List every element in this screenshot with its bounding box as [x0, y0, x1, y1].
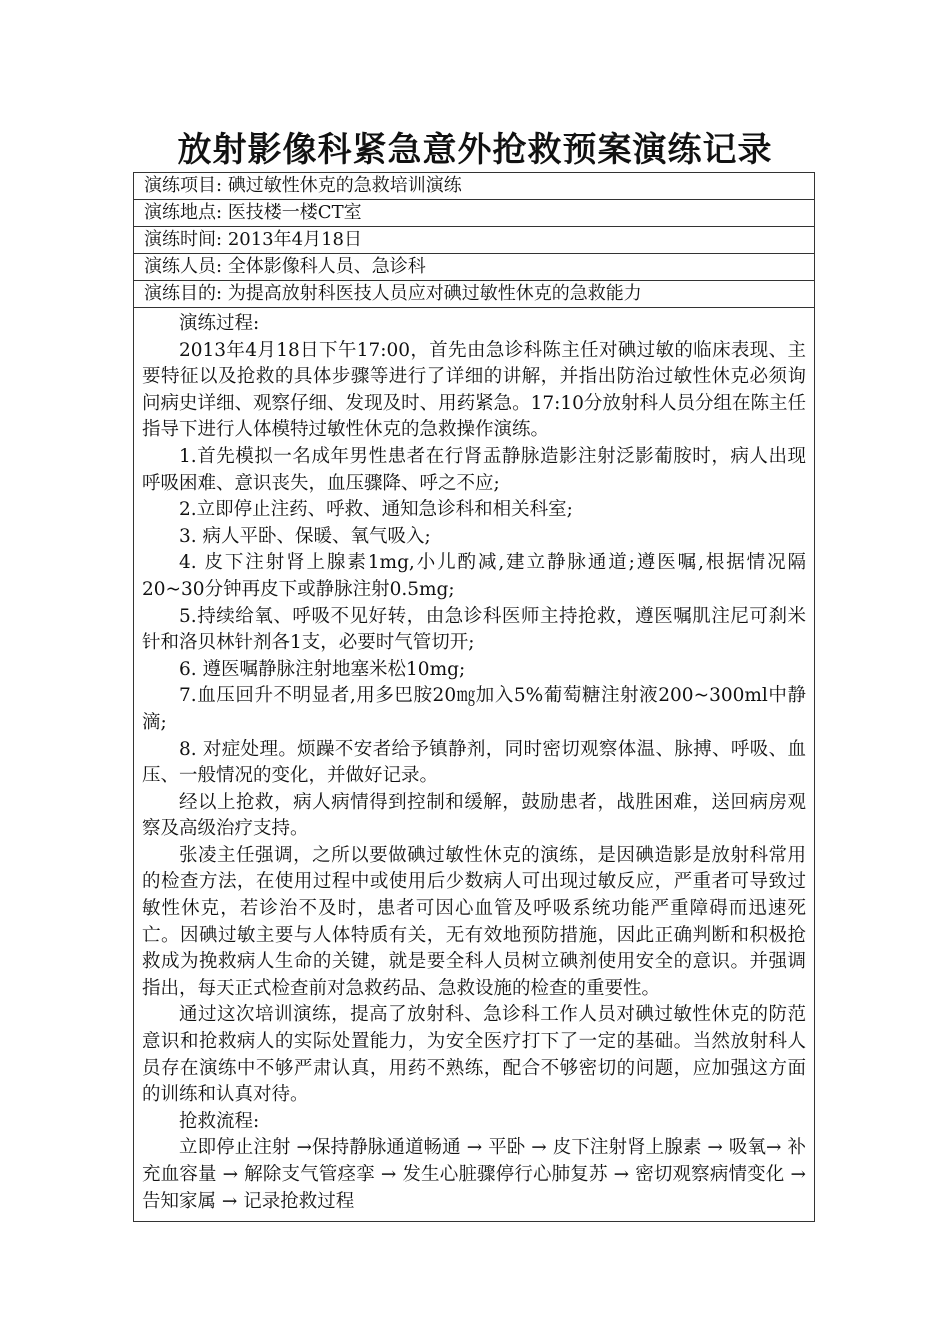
row-value: 碘过敏性休克的急救培训演练: [227, 175, 462, 196]
process-paragraph: 通过这次培训演练，提高了放射科、急诊科工作人员对碘过敏性休克的防范意识和抢救病人的实际处置能力，为安全医疗打下了一定的基础。当然放射科人员存在演练中不够严肃认真，用药不熟练，配合不够密切的问题，应加强这方面的训练和认真对待。: [142, 1004, 806, 1106]
process-step: 2.立即停止注药、呼救、通知急诊科和相关科室;: [179, 499, 573, 521]
document-title: 放射影像科紧急意外抢救预案演练记录: [177, 130, 773, 170]
row-location: [134, 200, 814, 227]
process-step: 1.首先模拟一名成年男性患者在行肾盂静脉造影注射泛影葡胺时，病人出现呼吸困难、意识丧失，血压骤降、呼之不应;: [142, 445, 806, 494]
process-step: 7.血压回升不明显者,用多巴胺20㎎加入5%葡萄糖注射液200~300ml中静滴;: [142, 685, 806, 733]
row-project: [134, 173, 814, 200]
process-paragraph: 张凌主任强调，之所以要做碘过敏性休克的演练，是因碘造影是放射科常用的检查方法，在使用过程中或使用后少数病人可出现过敏反应，严重者可导致过敏性休克，若诊治不及时，患者可因心血管及呼吸系统功能严重障碍而迅速死亡。因碘过敏主要与人体特质有关，无有效地预防措施，因此正确判断和积极抢救成为挽救病人生命的关键，就是要全科人员树立碘剂使用安全的意识。并强调指出，每天正式检查前对急救药品、急救设施的检查的重要性。: [142, 844, 806, 999]
process-heading: 演练过程:: [179, 313, 260, 334]
row-label: 演练人员:: [144, 256, 223, 277]
rescue-flow: 立即停止注射 →保持静脉通道畅通 → 平卧 → 皮下注射肾上腺素 → 吸氧→ 补充血容量 → 解除支气管痉挛 → 发生心脏骤停行心肺复苏 → 密切观察病情变化 → 告知家属 → 记录抢救过程: [142, 1137, 806, 1212]
process-paragraph: 2013年4月18日下午17:00，首先由急诊科陈主任对碘过敏的临床表现、主要特征以及抢救的具体步骤等进行了详细的讲解，并指出防治过敏性休克必须询问病史详细、观察仔细、发现及时、用药紧急。17:10分放射科人员分组在陈主任指导下进行人体模特过敏性休克的急救操作演练。: [142, 339, 806, 441]
process-step: 4. 皮下注射肾上腺素1mg,小儿酌减,建立静脉通道;遵医嘱,根据情况隔20~30分钟再皮下或静脉注射0.5mg;: [142, 552, 806, 600]
row-value: 全体影像科人员、急诊科: [227, 256, 426, 277]
process-step: 3. 病人平卧、保暖、氧气吸入;: [179, 525, 431, 547]
row-value: 2013年4月18日: [227, 229, 362, 250]
row-label: 演练目的:: [144, 283, 223, 304]
row-label: 演练时间:: [144, 229, 223, 250]
row-value: 医技楼一楼CT室: [227, 202, 362, 223]
row-purpose: [134, 281, 814, 308]
row-personnel: [134, 254, 814, 281]
row-label: 演练项目:: [144, 175, 223, 196]
process-paragraph: 经以上抢救，病人病情得到控制和缓解，鼓励患者，战胜困难，送回病房观察及高级治疗支持。: [142, 791, 806, 840]
row-label: 演练地点:: [144, 202, 223, 223]
drill-record-table: [133, 172, 815, 1222]
flow-heading: 抢救流程:: [179, 1110, 260, 1132]
row-value: 为提高放射科医技人员应对碘过敏性休克的急救能力: [227, 283, 642, 304]
row-time: [134, 227, 814, 254]
process-step: 6. 遵医嘱静脉注射地塞米松10mg;: [179, 658, 466, 680]
process-step: 5.持续给氧、呼吸不见好转，由急诊科医师主持抢救，遵医嘱肌注尼可刹米针和洛贝林针剂各1支，必要时气管切开;: [142, 605, 806, 654]
process-step: 8. 对症处理。烦躁不安者给予镇静剂，同时密切观察体温、脉搏、呼吸、血压、一般情况的变化，并做好记录。: [142, 738, 806, 787]
process-cell: [134, 308, 814, 1221]
